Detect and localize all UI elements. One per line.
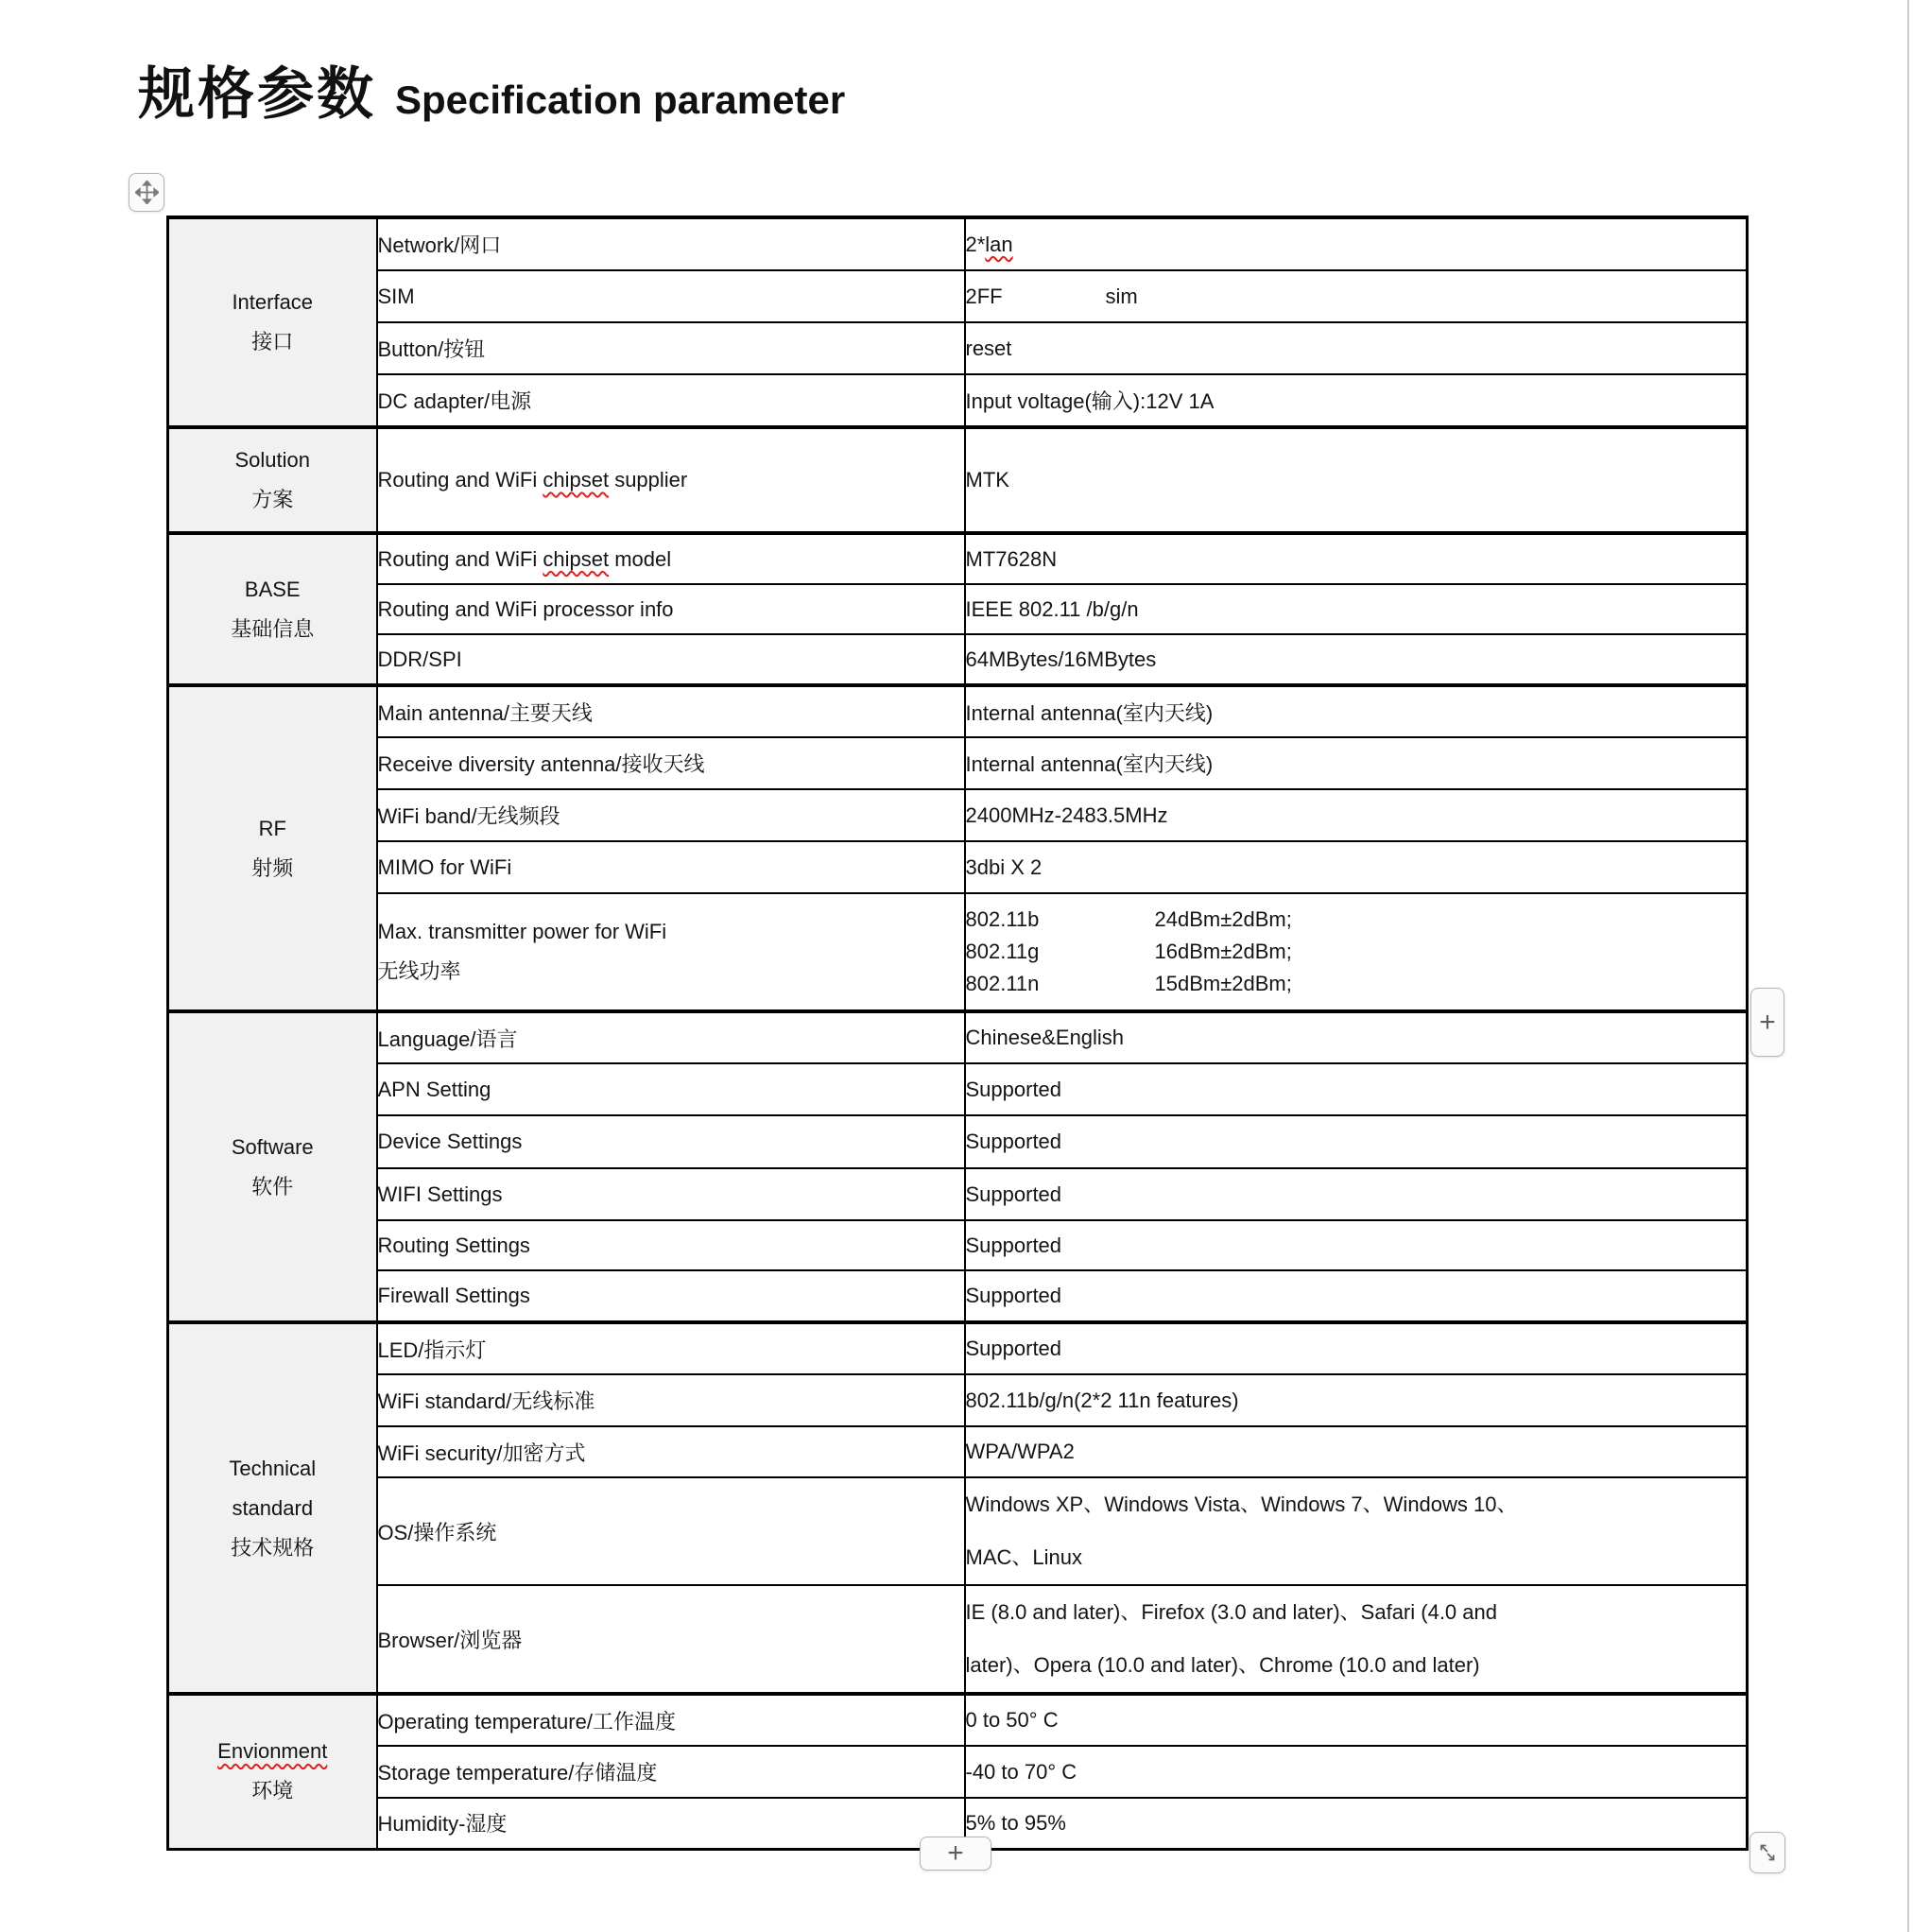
value-cell[interactable] xyxy=(965,217,1748,270)
table-row xyxy=(168,893,1748,1011)
cell-text: Operating temperature/工作温度 xyxy=(377,1709,676,1734)
cell-text: OS/操作系统 xyxy=(377,1520,497,1544)
param-cell[interactable] xyxy=(377,737,965,789)
section-cell[interactable] xyxy=(168,1011,377,1322)
table-row xyxy=(168,217,1748,270)
value-cell[interactable] xyxy=(965,1063,1748,1115)
cell-text: APN Setting xyxy=(377,1077,491,1101)
value-cell[interactable] xyxy=(965,685,1748,737)
param-cell[interactable] xyxy=(377,584,965,634)
value-cell[interactable] xyxy=(965,1585,1748,1694)
cell-text: Chinese&English xyxy=(965,1026,1125,1049)
param-cell[interactable] xyxy=(377,217,965,270)
param-cell[interactable] xyxy=(377,1585,965,1694)
cell-text: WiFi band/无线频段 xyxy=(377,804,560,828)
cell-text: Browser/浏览器 xyxy=(377,1628,523,1652)
value-cell[interactable] xyxy=(965,1115,1748,1168)
table-row xyxy=(168,1168,1748,1220)
cell-text: Device Settings xyxy=(377,1130,523,1153)
cell-text: IEEE 802.11 /b/g/n xyxy=(965,596,1139,621)
table-move-handle[interactable] xyxy=(129,173,164,212)
cell-text: Supported xyxy=(965,1284,1062,1307)
value-cell[interactable] xyxy=(965,1477,1748,1585)
value-cell[interactable] xyxy=(965,1011,1748,1063)
page-title-en: Specification parameter xyxy=(395,78,846,122)
param-cell[interactable] xyxy=(377,893,965,1011)
page-right-edge xyxy=(1907,0,1909,1932)
misspelled-text: lan xyxy=(985,232,1013,256)
cell-text: Routing Settings xyxy=(377,1233,530,1257)
cell-text: WPA/WPA2 xyxy=(965,1440,1075,1463)
cell-text: 射频 xyxy=(251,855,294,880)
param-cell[interactable] xyxy=(377,841,965,893)
value-cell[interactable] xyxy=(965,1798,1748,1849)
cell-text: 802.11n xyxy=(965,972,1040,995)
plus-icon: + xyxy=(947,1837,964,1869)
cell-text: standard xyxy=(232,1495,314,1520)
cell-text: Routing and WiFi xyxy=(377,546,543,571)
cell-text: 64MBytes/16MBytes xyxy=(965,647,1157,671)
value-cell[interactable] xyxy=(965,533,1748,584)
value-cell[interactable] xyxy=(965,1220,1748,1270)
misspelled-text: chipset xyxy=(543,546,610,571)
param-cell[interactable] xyxy=(377,533,965,584)
cell-text: 2400MHz-2483.5MHz xyxy=(965,802,1168,827)
section-cell[interactable] xyxy=(168,427,377,533)
value-cell[interactable] xyxy=(965,270,1748,322)
param-cell[interactable] xyxy=(377,374,965,427)
cell-text: MT7628N xyxy=(965,546,1058,571)
cell-text: Main antenna/主要天线 xyxy=(377,700,593,725)
param-cell[interactable] xyxy=(377,1168,965,1220)
cell-text: reset xyxy=(965,336,1012,360)
param-cell[interactable] xyxy=(377,1063,965,1115)
value-cell[interactable] xyxy=(965,737,1748,789)
cell-text: 24dBm±2dBm; xyxy=(1154,907,1292,931)
section-cell[interactable] xyxy=(168,685,377,1011)
value-cell[interactable] xyxy=(965,1426,1748,1477)
param-cell[interactable] xyxy=(377,1694,965,1746)
page-title-zh: 规格参数 xyxy=(138,62,376,126)
cell-text: Supported xyxy=(965,1182,1062,1206)
cell-text: 环境 xyxy=(251,1779,294,1803)
table-row xyxy=(168,737,1748,789)
value-cell[interactable] xyxy=(965,584,1748,634)
value-cell[interactable] xyxy=(965,634,1748,685)
cell-text: model xyxy=(609,546,672,571)
cell-text: SIM xyxy=(377,284,415,308)
cell-text: Firewall Settings xyxy=(377,1284,530,1307)
param-cell[interactable] xyxy=(377,1746,965,1798)
param-cell[interactable] xyxy=(377,1798,965,1849)
cell-text: later)、Opera (10.0 and later)、Chrome (10.0 and later) xyxy=(965,1653,1480,1677)
cell-text: 无线功率 xyxy=(377,959,461,983)
table-row xyxy=(168,1115,1748,1168)
cell-text: sim xyxy=(1105,284,1138,308)
add-row-button[interactable] xyxy=(920,1837,991,1871)
table-row xyxy=(168,1220,1748,1270)
diagonal-resize-icon xyxy=(1756,1838,1779,1867)
param-cell[interactable] xyxy=(377,789,965,841)
cell-text: 5% to 95% xyxy=(965,1810,1066,1835)
table-row xyxy=(168,1063,1748,1115)
cell-text: WIFI Settings xyxy=(377,1182,503,1206)
cell-text: Solution xyxy=(234,448,310,472)
cell-text: 802.11b xyxy=(965,907,1040,931)
cell-text: Input voltage(输入):12V 1A xyxy=(965,389,1215,413)
table-row xyxy=(168,1477,1748,1585)
cell-text: Language/语言 xyxy=(377,1026,518,1051)
cell-text: WiFi security/加密方式 xyxy=(377,1440,586,1465)
param-cell[interactable] xyxy=(377,685,965,737)
cell-text: 技术规格 xyxy=(231,1535,315,1560)
param-cell[interactable] xyxy=(377,1477,965,1585)
cell-text: DDR/SPI xyxy=(377,647,462,671)
value-cell[interactable] xyxy=(965,789,1748,841)
misspelled-text: chipset xyxy=(543,468,610,492)
table-row xyxy=(168,634,1748,685)
misspelled-text: Envionment xyxy=(217,1739,328,1764)
cell-text: WiFi standard/无线标准 xyxy=(377,1389,595,1413)
cell-text: 基础信息 xyxy=(231,616,315,641)
param-cell[interactable] xyxy=(377,1011,965,1063)
cell-text: 方案 xyxy=(251,488,294,511)
move-icon xyxy=(135,181,159,204)
value-cell[interactable] xyxy=(965,1168,1748,1220)
param-cell[interactable] xyxy=(377,1270,965,1322)
cell-text: MAC、Linux xyxy=(965,1545,1082,1569)
cell-text: RF xyxy=(258,816,286,840)
cell-text: supplier xyxy=(609,468,688,492)
cell-text: Network/网口 xyxy=(377,233,502,257)
cell-text: MTK xyxy=(965,468,1009,492)
cell-text: Supported xyxy=(965,1233,1062,1257)
cell-text: Storage temperature/存储温度 xyxy=(377,1761,658,1785)
table-row xyxy=(168,427,1748,533)
cell-text: Receive diversity antenna/接收天线 xyxy=(377,752,705,776)
value-cell[interactable] xyxy=(965,1322,1748,1374)
table-resize-handle[interactable] xyxy=(1749,1832,1785,1873)
table-row xyxy=(168,1585,1748,1694)
param-cell[interactable] xyxy=(377,322,965,374)
cell-text: Internal antenna(室内天线) xyxy=(965,752,1214,776)
spec-table[interactable] xyxy=(166,216,1749,1851)
value-cell[interactable] xyxy=(965,841,1748,893)
cell-text: Humidity-湿度 xyxy=(377,1812,508,1837)
value-cell[interactable] xyxy=(965,374,1748,427)
cell-text: Interface xyxy=(232,290,314,314)
cell-text: BASE xyxy=(244,577,301,601)
cell-text: Routing and WiFi processor info xyxy=(377,596,674,621)
table-row xyxy=(168,1426,1748,1477)
cell-text: 15dBm±2dBm; xyxy=(1154,972,1292,995)
value-cell[interactable] xyxy=(965,322,1748,374)
cell-text: Internal antenna(室内天线) xyxy=(965,700,1214,725)
table-row xyxy=(168,1374,1748,1426)
table-row xyxy=(168,1011,1748,1063)
cell-text: LED/指示灯 xyxy=(377,1337,487,1362)
section-cell[interactable] xyxy=(168,1322,377,1694)
cell-text: 802.11g xyxy=(965,940,1040,963)
cell-text: Technical xyxy=(229,1456,317,1480)
value-cell[interactable] xyxy=(965,1746,1748,1798)
cell-text: 16dBm±2dBm; xyxy=(1154,940,1292,963)
param-cell[interactable] xyxy=(377,270,965,322)
table-row xyxy=(168,322,1748,374)
spec-table-body xyxy=(168,217,1748,1849)
param-cell[interactable] xyxy=(377,1115,965,1168)
value-cell[interactable] xyxy=(965,1694,1748,1746)
cell-text: Max. transmitter power for WiFi xyxy=(377,920,667,943)
table-row xyxy=(168,1322,1748,1374)
section-cell[interactable] xyxy=(168,217,377,427)
cell-text: 2* xyxy=(965,232,986,256)
table-row xyxy=(168,841,1748,893)
cell-text: DC adapter/电源 xyxy=(377,389,532,413)
plus-icon: + xyxy=(1759,1006,1776,1038)
section-cell[interactable] xyxy=(168,1694,377,1849)
param-cell[interactable] xyxy=(377,427,965,533)
cell-text: Windows XP、Windows Vista、Windows 7、Windows 10、 xyxy=(965,1492,1518,1516)
table-row xyxy=(168,1270,1748,1322)
value-cell[interactable] xyxy=(965,1374,1748,1426)
cell-text: Software xyxy=(231,1134,314,1159)
section-cell[interactable] xyxy=(168,533,377,685)
add-column-button[interactable] xyxy=(1750,988,1784,1057)
param-cell[interactable] xyxy=(377,1374,965,1426)
table-row xyxy=(168,789,1748,841)
value-cell[interactable] xyxy=(965,427,1748,533)
table-row xyxy=(168,584,1748,634)
cell-text: Button/按钮 xyxy=(377,337,486,361)
table-row xyxy=(168,374,1748,427)
param-cell[interactable] xyxy=(377,1426,965,1477)
cell-text: Supported xyxy=(965,1337,1062,1360)
table-row xyxy=(168,533,1748,584)
cell-text: 3dbi X 2 xyxy=(965,854,1043,879)
cell-text: -40 to 70° C xyxy=(965,1759,1077,1784)
cell-text: 0 to 50° C xyxy=(965,1708,1059,1732)
cell-text: 802.11b/g/n(2*2 11n features) xyxy=(965,1388,1239,1412)
param-cell[interactable] xyxy=(377,1322,965,1374)
cell-text: 接口 xyxy=(251,330,294,354)
cell-text: 软件 xyxy=(251,1174,294,1199)
param-cell[interactable] xyxy=(377,634,965,685)
cell-text: Routing and WiFi xyxy=(377,468,543,492)
param-cell[interactable] xyxy=(377,1220,965,1270)
page-title xyxy=(138,49,845,130)
value-cell[interactable] xyxy=(965,1270,1748,1322)
table-row xyxy=(168,1746,1748,1798)
table-row xyxy=(168,1694,1748,1746)
cell-text: 2FF xyxy=(965,284,1003,308)
cell-text: MIMO for WiFi xyxy=(377,854,512,879)
table-row xyxy=(168,270,1748,322)
cell-text: Supported xyxy=(965,1077,1062,1101)
cell-text: Supported xyxy=(965,1130,1062,1153)
table-row xyxy=(168,685,1748,737)
value-cell[interactable] xyxy=(965,893,1748,1011)
cell-text: IE (8.0 and later)、Firefox (3.0 and later)、Safari (4.0 and xyxy=(965,1600,1497,1624)
